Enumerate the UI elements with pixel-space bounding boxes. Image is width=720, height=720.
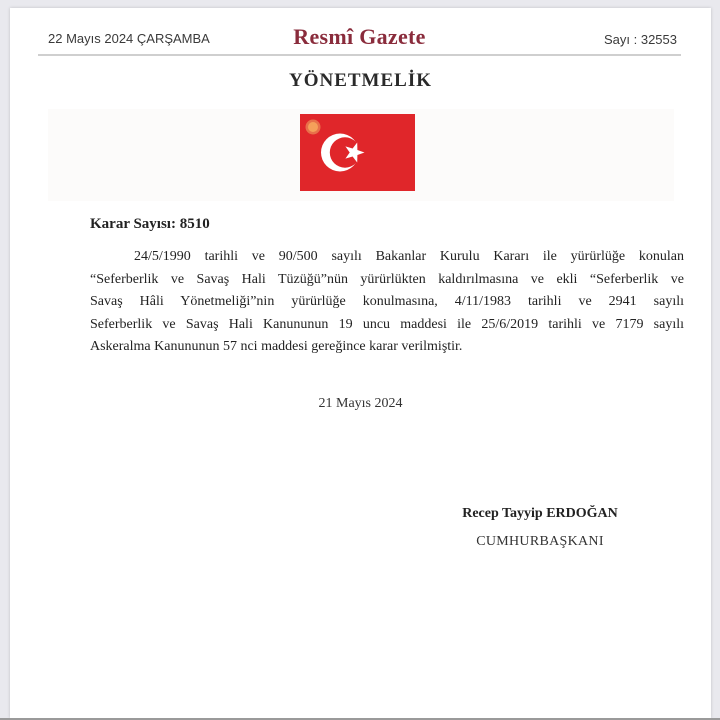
presidential-seal-icon xyxy=(306,120,321,135)
signer-name: Recep Tayyip ERDOĞAN xyxy=(462,506,618,521)
body-line-2: “Seferberlik ve Savaş Hali Tüzüğü”nün yürürlükten kaldırılmasına ve ekli “Seferberlik ve xyxy=(90,271,684,287)
issue-number: Sayı : 32553 xyxy=(604,32,677,47)
body-line-3: Savaş Hâli Yönetmeliği”nin yürürlüğe konulmasına, 4/11/1983 tarihli ve 2941 sayılı xyxy=(90,294,684,309)
publication-date: 22 Mayıs 2024 ÇARŞAMBA xyxy=(48,31,210,46)
decision-body xyxy=(90,246,684,359)
body-line-4: Seferberlik ve Savaş Hali Kanununun 19 uncu maddesi ile 25/6/2019 tarihli ve 7179 sayılı xyxy=(90,316,684,332)
signer-title: CUMHURBAŞKANI xyxy=(476,534,604,549)
body-line-1: 24/5/1990 tarihli ve 90/500 sayılı Bakanlar Kurulu Kararı ile yürürlüğe konulan xyxy=(134,249,684,264)
gazette-title: Resmî Gazete xyxy=(293,24,426,49)
turkish-flag-icon xyxy=(300,114,415,191)
gazette-page xyxy=(10,8,711,718)
body-line-5: Askeralma Kanununun 57 nci maddesi gereğince karar verilmiştir. xyxy=(90,339,463,354)
document-type-heading: YÖNETMELİK xyxy=(288,70,433,91)
decision-number: Karar Sayısı: 8510 xyxy=(90,216,210,232)
masthead xyxy=(38,18,681,56)
signing-date: 21 Mayıs 2024 xyxy=(318,396,403,411)
